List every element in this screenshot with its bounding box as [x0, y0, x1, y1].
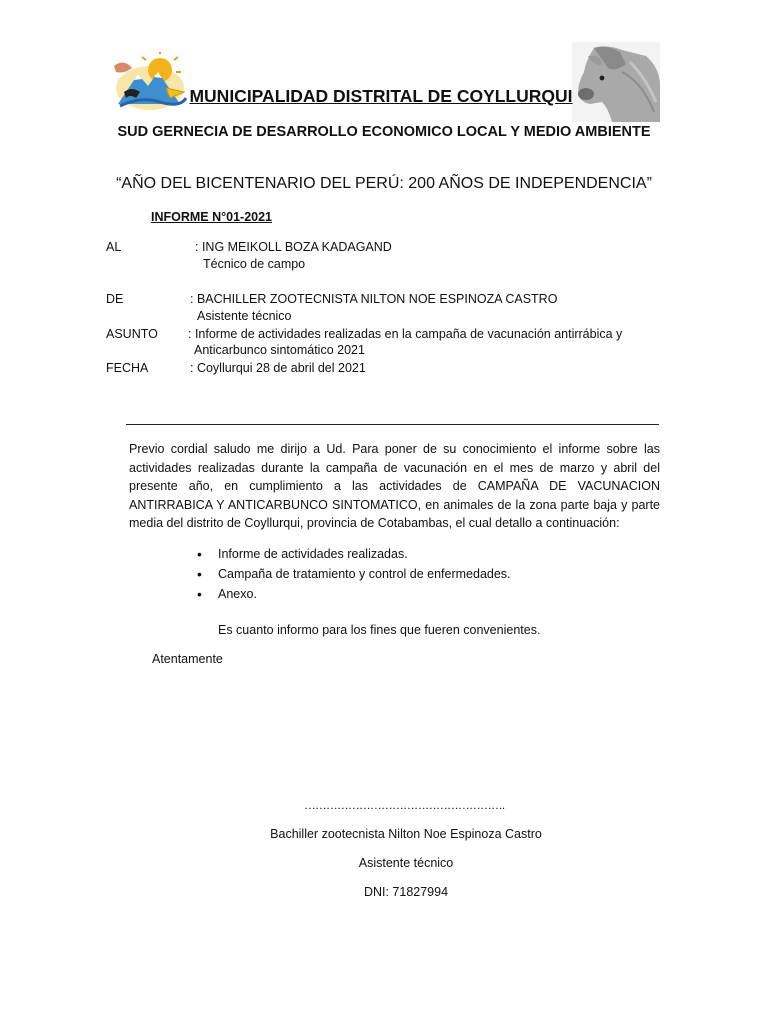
- list-item: • Campaña de tratamiento y control de enfermedades.: [200, 565, 511, 585]
- subject-line-1: : Informe de actividades realizadas en la campaña de vacunación antirrábica y: [188, 327, 623, 341]
- sub-management-title: SUD GERNECIA DE DESARROLLO ECONOMICO LOCAL Y MEDIO AMBIENTE: [117, 124, 651, 140]
- from-role: Asistente técnico: [197, 309, 292, 323]
- signer-dni: DNI: 71827994: [363, 885, 449, 899]
- signer-role: Asistente técnico: [358, 856, 454, 870]
- from-label: DE: [106, 292, 124, 306]
- from-name: : BACHILLER ZOOTECNISTA NILTON NOE ESPINOZA CASTRO: [190, 292, 558, 306]
- list-item: • Informe de actividades realizadas.: [200, 545, 511, 565]
- subject-line-2: Anticarbunco sintomático 2021: [194, 343, 365, 357]
- signer-name: Bachiller zootecnista Nilton Noe Espinoza Castro: [270, 827, 542, 841]
- list-item: • Anexo.: [200, 585, 511, 605]
- to-label: AL: [106, 240, 122, 254]
- attachment-list: [200, 545, 511, 605]
- report-number: INFORME N°01-2021: [151, 210, 273, 224]
- cow-image: [572, 42, 660, 122]
- to-name: : ING MEIKOLL BOZA KADAGAND: [195, 240, 392, 254]
- date-label: FECHA: [106, 361, 149, 375]
- subject-label: ASUNTO: [106, 327, 158, 341]
- closing-line: Es cuanto informo para los fines que fueren convenientes.: [218, 623, 541, 637]
- separator-line: [126, 424, 659, 425]
- body-paragraph: Previo cordial saludo me dirijo a Ud. Para poner de su conocimiento el informe sobre las actividades realizadas durante la campaña de vacunación en el mes de marzo y abril del presente año, en cumplimiento a las actividades de CAMPAÑA DE VACUNACION ANTIRRABICA Y ANTICARBUNCO SINTOMATICO, en animales de la zona parte baja y parte media del distrito de Coyllurqui, provincia de Cotabambas, el cual detallo a continuación:: [129, 442, 660, 531]
- signature-line: ……………………………………………….: [303, 798, 505, 812]
- to-role: Técnico de campo: [203, 257, 306, 271]
- year-motto: “AÑO DEL BICENTENARIO DEL PERÚ: 200 AÑOS DE INDEPENDENCIA”: [116, 175, 652, 192]
- salutation: Atentamente: [152, 652, 223, 666]
- date-value: : Coyllurqui 28 de abril del 2021: [190, 361, 366, 375]
- organization-title: MUNICIPALIDAD DISTRITAL DE COYLLURQUI: [189, 86, 573, 106]
